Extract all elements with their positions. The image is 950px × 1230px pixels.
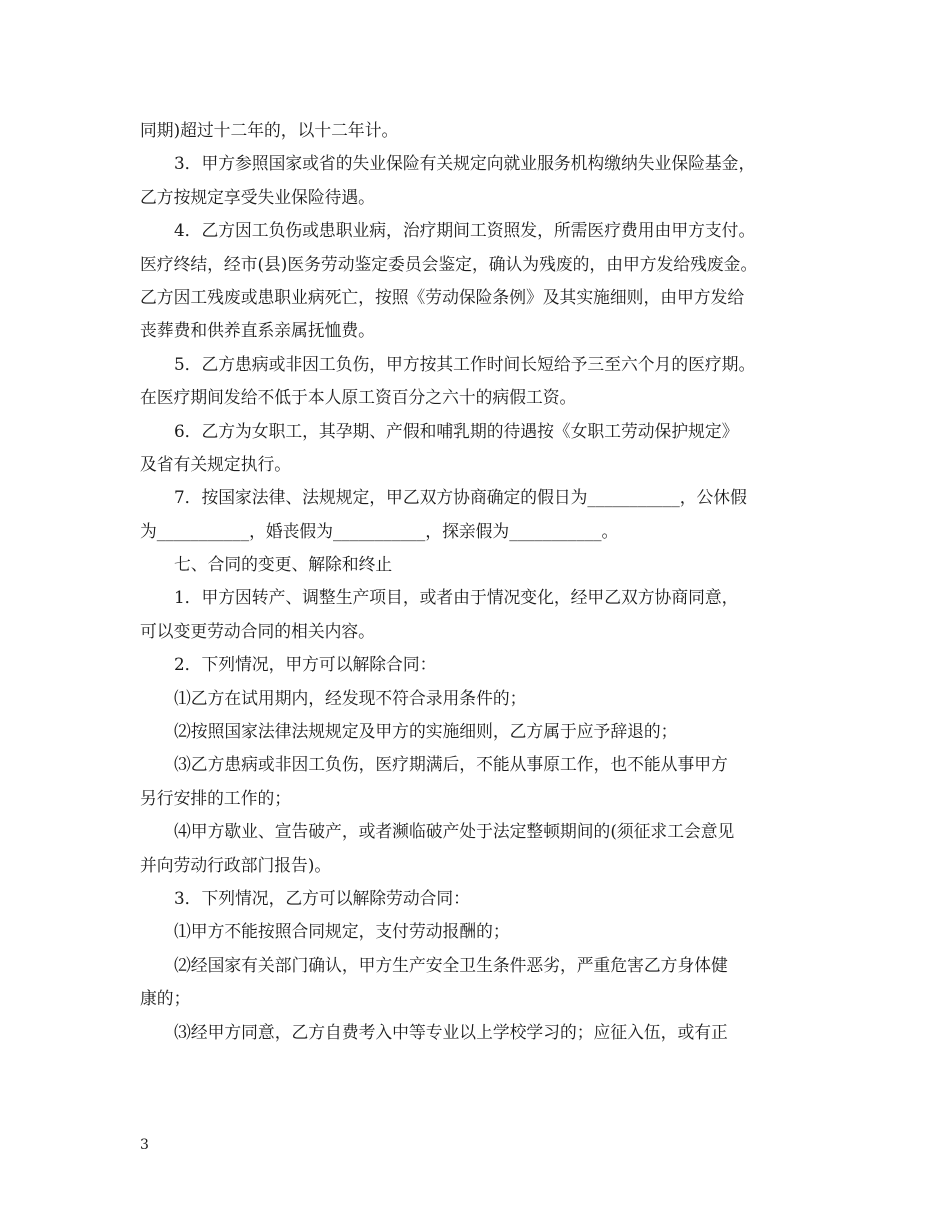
text-line: 2．下列情况，甲方可以解除合同： bbox=[174, 654, 437, 675]
text-line: 6．乙方为女职工，其孕期、产假和哺乳期的待遇按《女职工劳动保护规定》 bbox=[174, 420, 739, 441]
document-body bbox=[140, 114, 820, 1049]
text-line: 7．按国家法律、法规规定，甲乙双方协商确定的假日为___________，公休假 bbox=[174, 487, 747, 508]
text-line: 及省有关规定执行。 bbox=[140, 453, 292, 474]
text-line: 另行安排的工作的； bbox=[140, 787, 292, 808]
text-line: 乙方因工残废或患职业病死亡，按照《劳动保险条例》及其实施细则，由甲方发给 bbox=[140, 286, 745, 307]
text-line: ⑶经甲方同意，乙方自费考入中等专业以上学校学习的；应征入伍，或有正 bbox=[174, 1021, 728, 1042]
text-line: 并向劳动行政部门报告)。 bbox=[140, 854, 332, 875]
text-line: 为___________，婚丧假为___________，探亲假为___________。 bbox=[140, 520, 619, 541]
text-line: 医疗终结，经市(县)医务劳动鉴定委员会鉴定，确认为残废的，由甲方发给残废金。 bbox=[140, 253, 758, 274]
text-line: ⑵经国家有关部门确认，甲方生产安全卫生条件恶劣，严重危害乙方身体健 bbox=[174, 954, 728, 975]
text-line: 同期)超过十二年的，以十二年计。 bbox=[140, 120, 399, 140]
text-line: 丧葬费和供养直系亲属抚恤费。 bbox=[140, 320, 375, 341]
text-line: 在医疗期间发给不低于本人原工资百分之六十的病假工资。 bbox=[140, 387, 577, 408]
text-line: ⑷甲方歇业、宣告破产，或者濒临破产处于法定整顿期间的(须征求工会意见 bbox=[174, 821, 735, 842]
text-line: 3．甲方参照国家或省的失业保险有关规定向就业服务机构缴纳失业保险基金， bbox=[174, 153, 756, 174]
text-line: 1．甲方因转产、调整生产项目，或者由于情况变化，经甲乙双方协商同意， bbox=[174, 587, 739, 608]
text-line: 5．乙方患病或非因工负伤，甲方按其工作时间长短给予三至六个月的医疗期。 bbox=[174, 353, 756, 374]
text-line: 可以变更劳动合同的相关内容。 bbox=[140, 620, 375, 641]
text-line: ⑴乙方在试用期内，经发现不符合录用条件的； bbox=[174, 687, 527, 708]
text-line: 4．乙方因工负伤或患职业病，治疗期间工资照发，所需医疗费用由甲方支付。 bbox=[174, 220, 756, 241]
text-line: 乙方按规定享受失业保险待遇。 bbox=[140, 186, 375, 207]
text-line: ⑵按照国家法律法规规定及甲方的实施细则，乙方属于应予辞退的； bbox=[174, 721, 678, 742]
text-line: 康的； bbox=[140, 988, 191, 1009]
text-line: 七、合同的变更、解除和终止 bbox=[174, 554, 393, 575]
text-line: 3．下列情况，乙方可以解除劳动合同： bbox=[174, 887, 470, 908]
text-line: ⑴甲方不能按照合同规定，支付劳动报酬的； bbox=[174, 921, 510, 942]
text-line: ⑶乙方患病或非因工负伤，医疗期满后，不能从事原工作，也不能从事甲方 bbox=[174, 754, 728, 775]
page-number: 3 bbox=[140, 1137, 149, 1153]
